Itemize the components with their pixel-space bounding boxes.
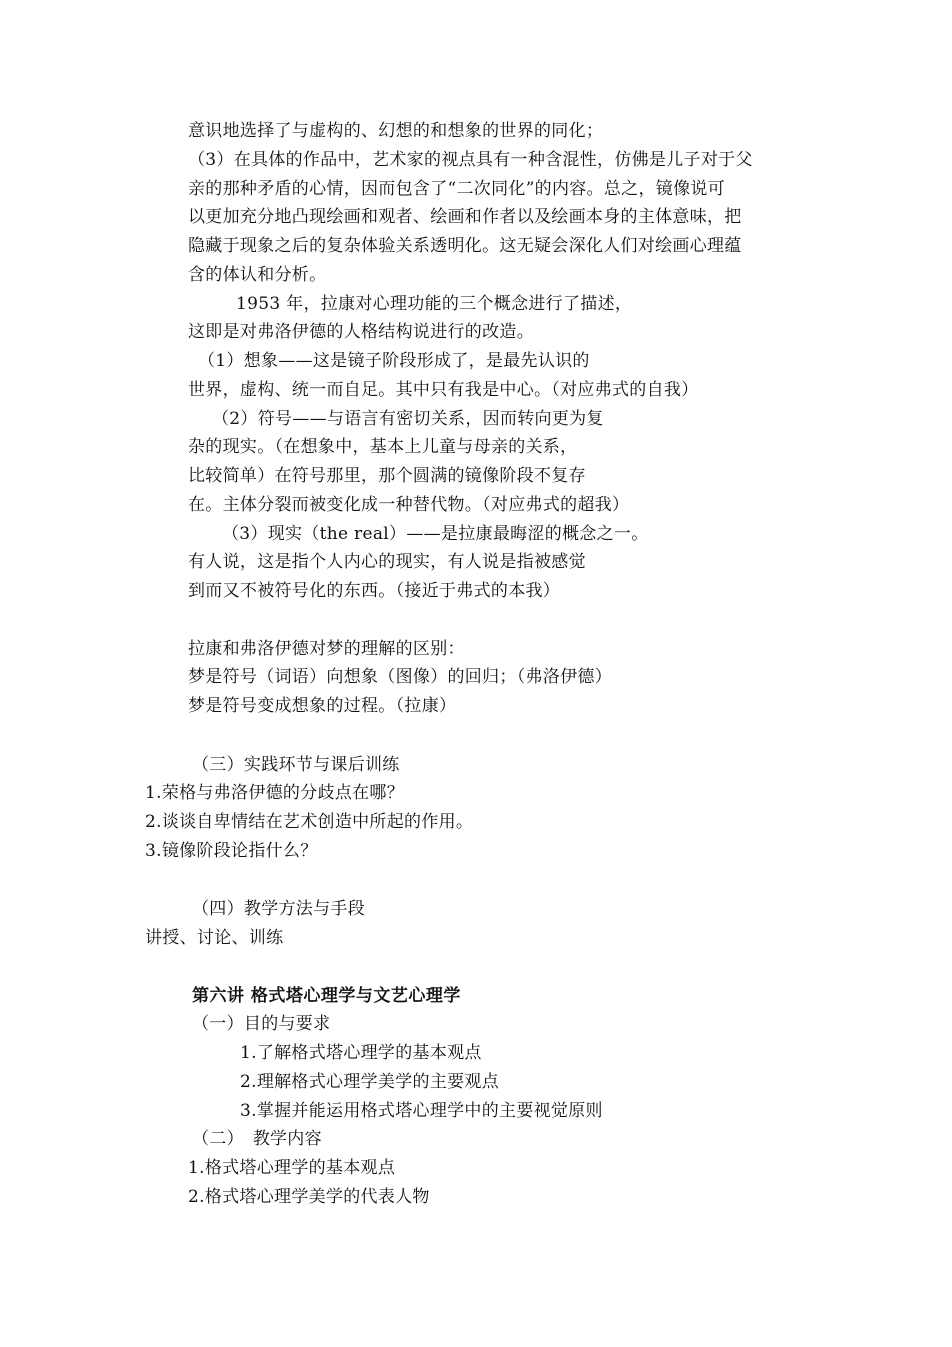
goal-item-1: 1.了解格式塔心理学的基本观点 (240, 1043, 482, 1063)
content-title: （二） 教学内容 (192, 1129, 322, 1149)
real-line-3: 到而又不被符号化的东西。（接近于弗式的本我） (188, 581, 561, 601)
methods-text: 讲授、讨论、训练 (145, 928, 284, 948)
goal-item-3: 3.掌握并能运用格式塔心理学中的主要视觉原则 (240, 1101, 603, 1121)
practice-question-1: 1.荣格与弗洛伊德的分歧点在哪？ (145, 783, 405, 803)
methods-title: （四）教学方法与手段 (192, 899, 365, 919)
dream-line-1: 拉康和弗洛伊德对梦的理解的区别： (188, 639, 465, 659)
mirror-line-5: 隐藏于现象之后的复杂体验关系透明化。这无疑会深化人们对绘画心理蕴 (188, 236, 742, 256)
lecture-6-heading: 第六讲 格式塔心理学与文艺心理学 (192, 986, 461, 1006)
dream-line-2: 梦是符号（词语）向想象（图像）的回归；（弗洛伊德） (188, 667, 612, 687)
practice-question-3: 3.镜像阶段论指什么？ (145, 841, 318, 861)
symbolic-line-1: （2）符号——与语言有密切关系，因而转向更为复 (212, 409, 604, 429)
lacan-1953-line-1: 1953 年，拉康对心理功能的三个概念进行了描述， (236, 294, 633, 314)
mirror-line-2: （3）在具体的作品中，艺术家的视点具有一种含混性，仿佛是儿子对于父 (188, 150, 753, 170)
real-line-2: 有人说，这是指个人内心的现实，有人说是指被感觉 (188, 552, 586, 572)
imaginary-line-1: （1）想象——这是镜子阶段形成了，是最先认识的 (198, 351, 590, 371)
content-item-1: 1.格式塔心理学的基本观点 (188, 1158, 396, 1178)
goal-item-2: 2.理解格式心理学美学的主要观点 (240, 1072, 500, 1092)
mirror-line-3: 亲的那种矛盾的心情，因而包含了“二次同化”的内容。总之，镜像说可 (188, 179, 725, 199)
goals-title: （一）目的与要求 (192, 1014, 331, 1034)
lacan-1953-line-2: 这即是对弗洛伊德的人格结构说进行的改造。 (188, 322, 534, 342)
symbolic-line-4: 在。主体分裂而被变化成一种替代物。（对应弗式的超我） (188, 495, 630, 515)
symbolic-line-2: 杂的现实。（在想象中，基本上儿童与母亲的关系， (188, 437, 578, 457)
imaginary-line-2: 世界，虚构、统一而自足。其中只有我是中心。（对应弗式的自我） (188, 380, 699, 400)
symbolic-line-3: 比较简单）在符号那里，那个圆满的镜像阶段不复存 (188, 466, 586, 486)
real-line-1: （3）现实（the real）——是拉康最晦涩的概念之一。 (222, 524, 649, 544)
mirror-line-4: 以更加充分地凸现绘画和观者、绘画和作者以及绘画本身的主体意味，把 (188, 207, 742, 227)
practice-title: （三）实践环节与课后训练 (192, 755, 400, 775)
content-item-2: 2.格式塔心理学美学的代表人物 (188, 1187, 430, 1207)
practice-question-2: 2.谈谈自卑情结在艺术创造中所起的作用。 (145, 812, 474, 832)
dream-line-3: 梦是符号变成想象的过程。（拉康） (188, 696, 457, 716)
mirror-line-1: 意识地选择了与虚构的、幻想的和想象的世界的同化； (188, 121, 604, 141)
mirror-line-6: 含的体认和分析。 (188, 265, 327, 285)
